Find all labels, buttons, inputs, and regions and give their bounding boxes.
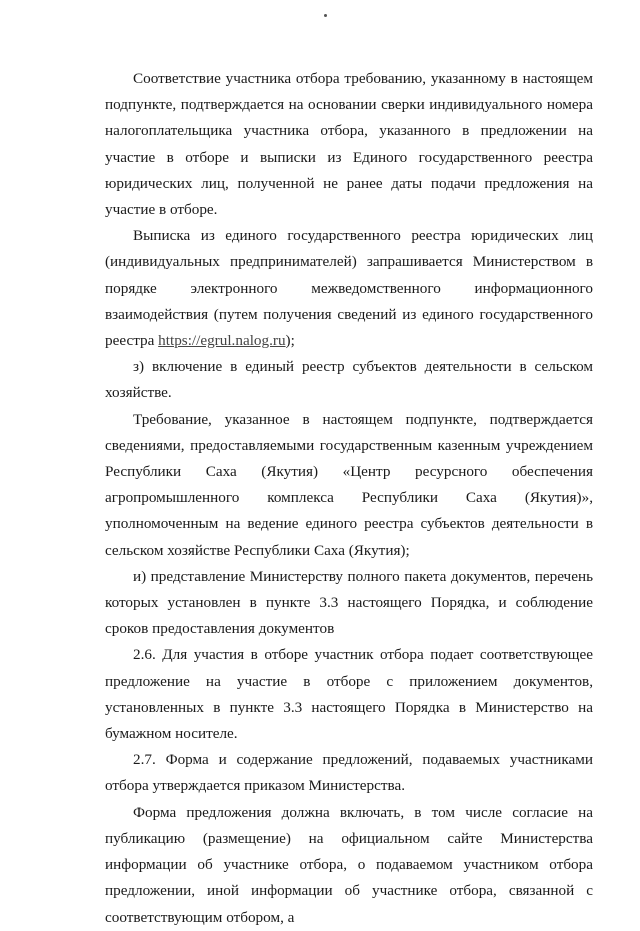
paragraph-2-6: 2.6. Для участия в отборе участник отбора подает соответствующее предложение на участие в отборе с приложением документов, установленных в пункте 3.3 настоящего Порядка в Министерство на бумажном носителе. [105, 646, 593, 743]
egrul-link[interactable]: https://egrul.nalog.ru [158, 332, 286, 350]
paragraph-registry-requirement: Требование, указанное в настоящем подпункте, подтверждается сведениями, предоставляемыми государственным казенным учреждением Республики Саха (Якутия) «Центр ресурсного обеспечения агропромышленного комплекса Республики Саха (Якутия)», уполномоченным на ведение единого реестра субъектов деятельности в сельском хозяйстве Республики Саха (Якутия); [105, 410, 593, 559]
paragraph-2-7: 2.7. Форма и содержание предложений, подаваемых участниками отбора утверждается приказом Министерства. [105, 751, 593, 795]
paragraph-egrul-request [105, 223, 593, 354]
paragraph-egrul-check: Соответствие участника отбора требованию, указанному в настоящем подпункте, подтверждается на основании сверки индивидуального номера налогоплательщика участника отбора, указанного в предложении на участие в отборе и выписки из Единого государственного реестра юридических лиц, полученной не ранее даты подачи предложения на участие в отборе. [105, 70, 593, 219]
paragraph-form-consent: Форма предложения должна включать, в том числе согласие на публикацию (размещение) на официальном сайте Министерства информации об участнике отбора, о подаваемом участником отбора предложении, иной информации об участнике отбора, связанной с соответствующим отбором, а [105, 803, 593, 926]
paragraph-item-i: и) представление Министерству полного пакета документов, перечень которых установлен в пункте 3.3 настоящего Порядка, и соблюдение сроков предоставления документов [105, 567, 593, 638]
document-body [105, 66, 593, 931]
paragraph-item-z: з) включение в единый реестр субъектов деятельности в сельском хозяйстве. [105, 358, 593, 402]
paragraph-text: Выписка из единого государственного реестра юридических лиц (индивидуальных предпринимателей) запрашивается Министерством в порядке электронного межведомственного информационного взаимодействия (путем получения сведений из единого государственного реестра [105, 227, 593, 350]
paragraph-text-end: ); [285, 332, 295, 350]
scan-mark [324, 14, 327, 17]
